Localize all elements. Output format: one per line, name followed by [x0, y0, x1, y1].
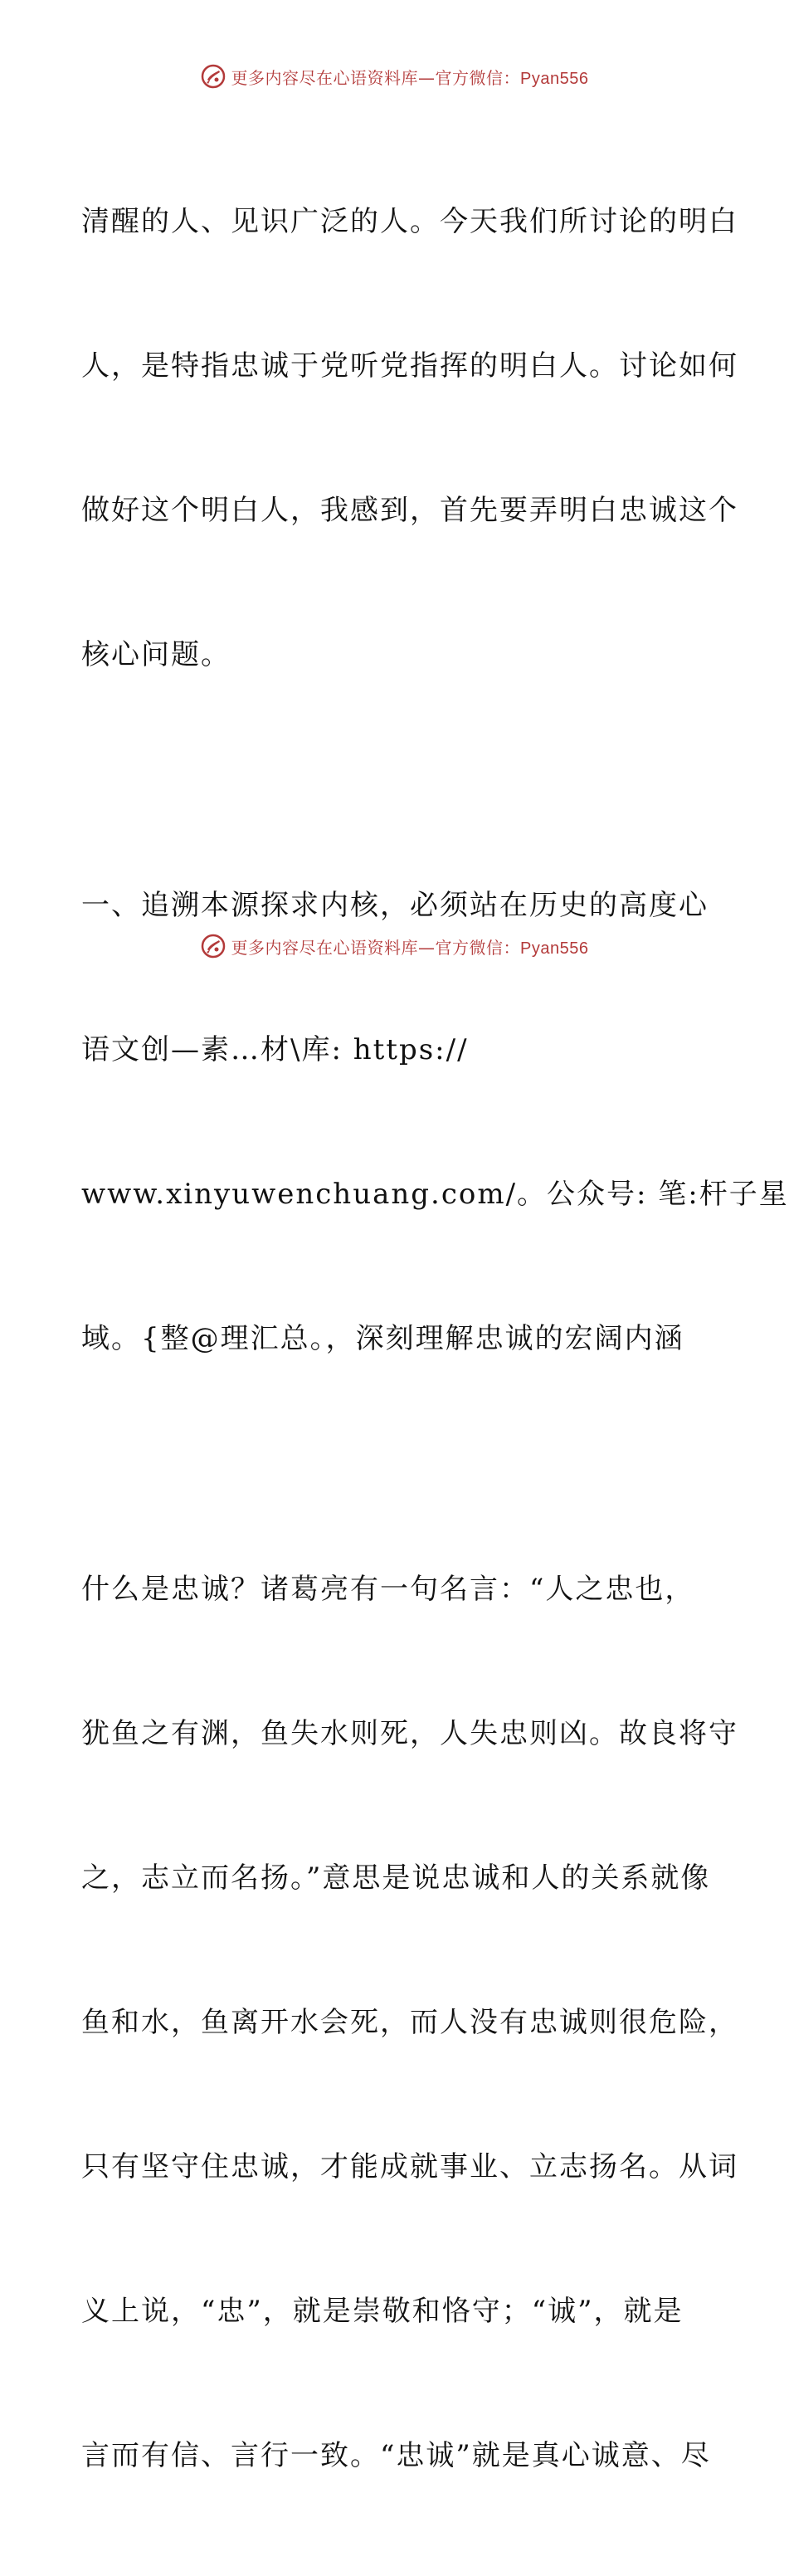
header-text — [231, 65, 589, 89]
footer-brand-text: 更多内容尽在心语资料库 — [231, 937, 419, 958]
header-wechat-label: 官方微信： — [435, 67, 521, 88]
paragraph-2 — [81, 785, 789, 1459]
text-line: www.xinyuwenchuang.com/。公众号: 笔:杆子星 — [81, 1178, 789, 1211]
footer-text — [231, 934, 589, 959]
text-line: 人，是特指忠诚于党听党指挥的明白人。讨论如何 — [81, 349, 738, 383]
hand-pen-logo-icon — [200, 933, 226, 959]
text-line: 域。{整@理汇总。，深刻理解忠诚的宏阔内涵 — [81, 1322, 684, 1355]
document-body — [81, 101, 789, 2576]
paragraph-1 — [81, 101, 738, 775]
footer-wechat-label: 官方微信： — [435, 937, 521, 958]
text-line: 清醒的人、见识广泛的人。今天我们所讨论的明白 — [81, 205, 738, 238]
header-dash: — — [418, 67, 436, 88]
text-line: 言而有信、言行一致。“忠诚”就是真心诚意、尽 — [81, 2439, 711, 2472]
text-line: 一、追溯本源探求内核，必须站在历史的高度心 — [81, 889, 709, 922]
text-line: 之，志立而名扬。”意思是说忠诚和人的关系就像 — [81, 1861, 711, 1895]
header-brand-text: 更多内容尽在心语资料库 — [231, 67, 419, 88]
paragraph-3 — [81, 1469, 738, 2576]
header-banner — [0, 60, 788, 93]
footer-banner — [0, 929, 788, 963]
text-line: 鱼和水，鱼离开水会死，而人没有忠诚则很危险， — [81, 2006, 738, 2039]
text-line: 义上说，“忠”，就是崇敬和恪守；“诚”，就是 — [81, 2295, 684, 2328]
text-line: 只有坚守住忠诚，才能成就事业、立志扬名。从词 — [81, 2150, 738, 2183]
text-line: 核心问题。 — [81, 638, 231, 671]
text-line: 什么是忠诚？诸葛亮有一句名言：“人之忠也， — [81, 1573, 695, 1606]
text-line: 做好这个明白人，我感到，首先要弄明白忠诚这个 — [81, 494, 738, 527]
text-line: 犹鱼之有渊，鱼失水则死，人失忠则凶。故良将守 — [81, 1717, 738, 1750]
header-wechat-id: Pyan556 — [520, 69, 589, 88]
text-line: 语文创—素…材\库: https:// — [81, 1033, 469, 1066]
footer-wechat-id: Pyan556 — [520, 939, 589, 958]
hand-pen-logo-icon — [200, 63, 226, 90]
footer-dash: — — [418, 937, 436, 958]
